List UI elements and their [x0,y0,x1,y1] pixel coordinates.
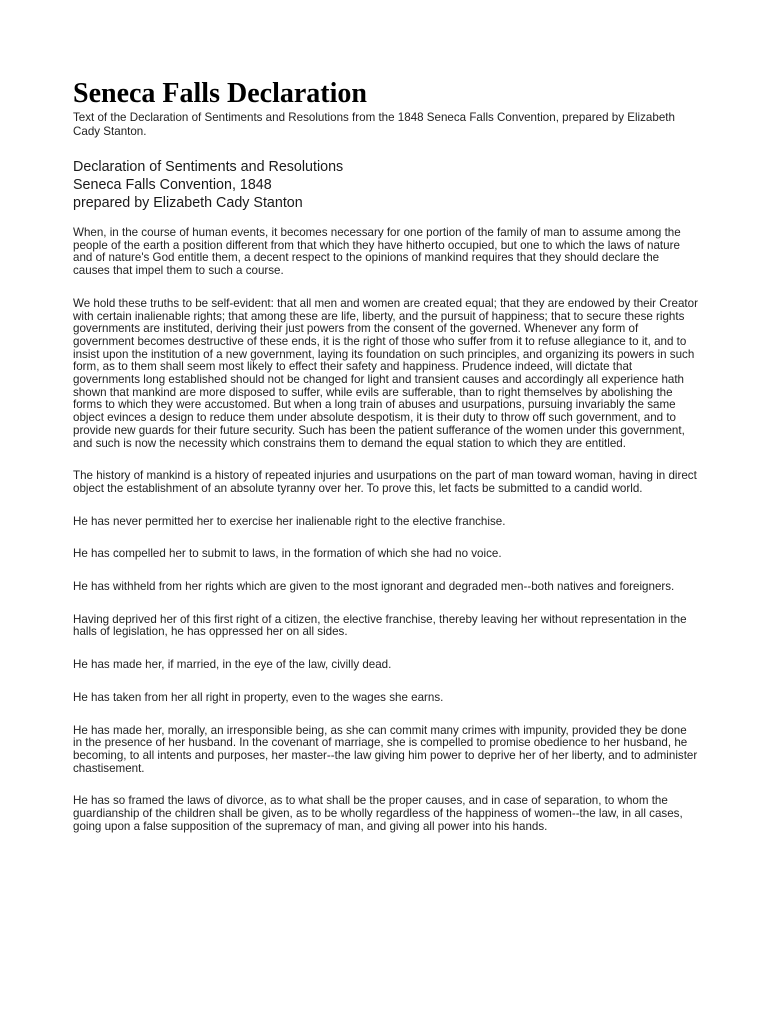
heading-line-title: Declaration of Sentiments and Resolutions [73,159,344,175]
declaration-body [73,227,698,834]
heading-line-author: prepared by Elizabeth Cady Stanton [73,195,303,211]
page-subtitle: Text of the Declaration of Sentiments and Resolutions from the 1848 Seneca Falls Convention, prepared by Elizabeth Cady Stanton. [73,111,675,138]
paragraph-self-evident-truths: We hold these truths to be self-evident: that all men and women are created equal; that they are endowed by their Creator with certain inalienable rights; that among these are life, liberty, and the pursuit of happiness; that to secure these rights governments are instituted, deriving their just powers from the consent of the governed. Whenever any form of government becomes destructive of these ends, it is the right of those who suffer from it to refuse allegiance to it, and to insist upon the institution of a new government, laying its foundation on such principles, and organizing its powers in such form, as to them shall seem most likely to effect their safety and happiness. Prudence indeed, will dictate that governments long established should not be changed for light and transient causes and accordingly all experience hath shown that mankind are more disposed to suffer, while evils are sufferable, than to right themselves by abolishing the forms to which they were accustomed. But when a long train of abuses and usurpations, pursuing invariably the same object evinces a design to reduce them under absolute despotism, it is their duty to throw off such government, and to provide new guards for their future security. Such has been the patient sufferance of the women under this government, and such is now the necessity which constrains them to demand the equal station to which they are entitled. [73,296,698,450]
declaration-heading [73,158,698,212]
document-page [73,78,698,854]
paragraph-grievance-marriage: He has made her, morally, an irresponsible being, as she can commit many crimes with impunity, provided they be done in the presence of her husband. In the covenant of marriage, she is compelled to promise obedience to her husband, he becoming, to all intents and purposes, her master--the law giving him power to deprive her of her liberty, and to administer chastisement. [73,723,698,775]
paragraph-grievance-rights-withheld: He has withheld from her rights which are given to the most ignorant and degraded men--both natives and foreigners. [73,580,675,594]
paragraph-grievance-franchise: He has never permitted her to exercise her inalienable right to the elective franchise. [73,514,506,528]
paragraph-grievance-representation: Having deprived her of this first right of a citizen, the elective franchise, thereby leaving her without representation in the halls of legislation, he has oppressed her on all sides. [73,612,687,639]
heading-line-convention: Seneca Falls Convention, 1848 [73,177,272,193]
paragraph-grievance-laws: He has compelled her to submit to laws, in the formation of which she had no voice. [73,547,502,561]
paragraph-preamble: When, in the course of human events, it becomes necessary for one portion of the family of man to assume among the people of the earth a position different from that which they have hitherto occupied, but one to which the laws of nature and of nature's God entitle them, a decent respect to the opinions of mankind requires that they should declare the causes that impel them to such a course. [73,226,681,278]
paragraph-grievance-divorce: He has so framed the laws of divorce, as to what shall be the proper causes, and in case of separation, to whom the guardianship of the children shall be given, as to be wholly regardless of the happiness of women--the law, in all cases, going upon a false supposition of the supremacy of man, and giving all power into his hands. [73,794,683,833]
paragraph-grievance-property: He has taken from her all right in property, even to the wages she earns. [73,690,444,704]
paragraph-history-of-mankind: The history of mankind is a history of repeated injuries and usurpations on the part of man toward woman, having in direct object the establishment of an absolute tyranny over her. To prove this, let facts be submitted to a candid world. [73,469,697,495]
page-title: Seneca Falls Declaration [73,78,367,109]
paragraph-grievance-civilly-dead: He has made her, if married, in the eye of the law, civilly dead. [73,658,392,672]
